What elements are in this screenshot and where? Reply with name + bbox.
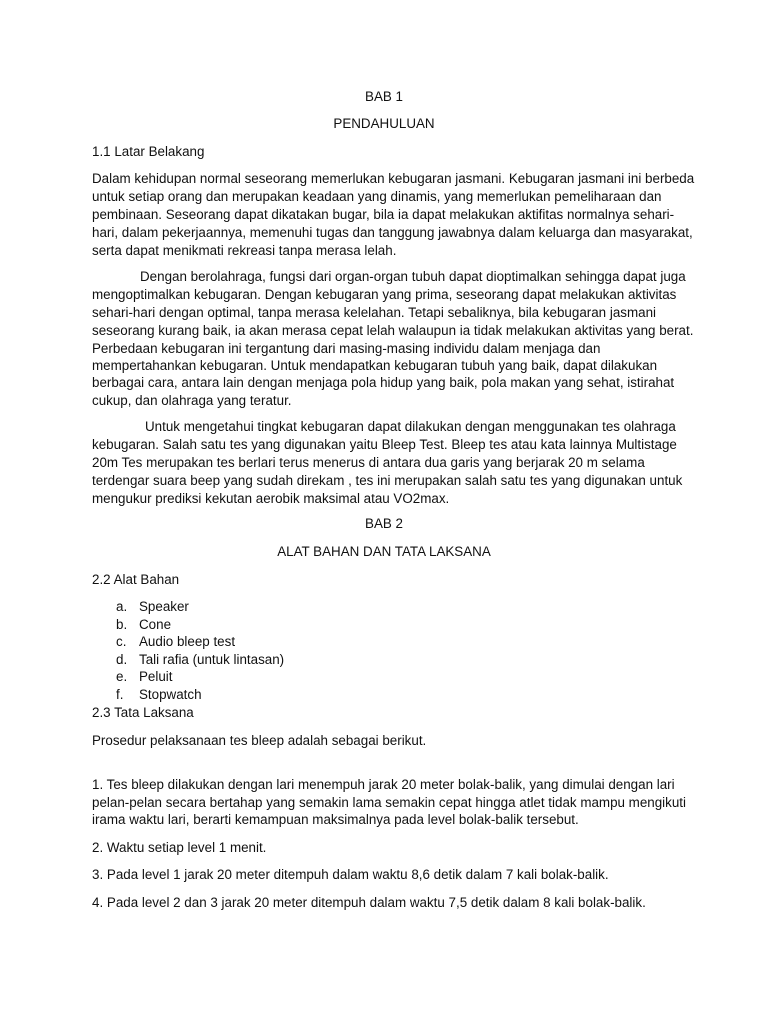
paragraph-line: berbagai cara, antara lain dengan menjaga pola hidup yang baik, pola makan yang sehat, istirahat	[92, 375, 675, 390]
paragraph-line: untuk setiap orang dan merupakan keadaan yang dinamis, yang memerlukan pemeliharaan dan	[92, 189, 662, 204]
list-item: Audio bleep test	[139, 634, 236, 649]
paragraph-line: kebugaran. Salah satu tes yang digunakan yaitu Bleep Test. Bleep tes atau kata lainnya Multistage	[92, 437, 677, 452]
procedure-step-4: 4. Pada level 2 dan 3 jarak 20 meter ditempuh dalam waktu 7,5 detik dalam 8 kali bolak-balik.	[92, 895, 646, 910]
paragraph-line: serta dapat menikmati rekreasi tanpa merasa lelah.	[92, 243, 397, 258]
chapter1-subtitle: PENDAHULUAN	[333, 116, 435, 131]
paragraph-line: Untuk mengetahui tingkat kebugaran dapat dilakukan dengan menggunakan tes olahraga	[145, 419, 676, 434]
procedure-step-2: 2. Waktu setiap level 1 menit.	[92, 840, 267, 855]
paragraph-line: pembinaan. Seseorang dapat dikatakan bugar, bila ia dapat melakukan aktifitas normalnya sehari-	[92, 207, 675, 222]
chapter1-title: BAB 1	[365, 89, 403, 104]
paragraph-line: mempertahankan kebugaran. Untuk mendapatkan kebugaran tubuh yang baik, dapat dilakukan	[92, 358, 658, 373]
paragraph-line: cukup, dan olahraga yang teratur.	[92, 393, 292, 408]
list-item: Tali rafia (untuk lintasan)	[139, 652, 285, 667]
list-item: Peluit	[139, 669, 173, 684]
paragraph-line: pelan-pelan secara bertahap yang semakin lama semakin cepat hingga atlet tidak mampu mengikuti	[92, 795, 686, 810]
list-marker: f.	[116, 687, 124, 702]
list-item: Cone	[139, 617, 172, 632]
paragraph-line: 1. Tes bleep dilakukan dengan lari menempuh jarak 20 meter bolak-balik, yang dimulai dengan lari	[92, 777, 675, 792]
chapter2-title: BAB 2	[365, 516, 403, 531]
paragraph-line: 20m Tes merupakan tes berlari terus menerus di antara dua garis yang berjarak 20 m selama	[92, 455, 645, 470]
paragraph-line: irama waktu lari, berarti kemampuan maksimalnya pada level bolak-balik tersebut.	[92, 812, 579, 827]
paragraph-line: Dalam kehidupan normal seseorang memerlukan kebugaran jasmani. Kebugaran jasmani ini berbeda	[92, 171, 695, 186]
list-marker: c.	[116, 634, 127, 649]
section-alat-bahan: 2.2 Alat Bahan	[92, 572, 180, 587]
procedure-intro: Prosedur pelaksanaan tes bleep adalah sebagai berikut.	[92, 733, 427, 748]
list-marker: a.	[116, 599, 128, 614]
paragraph-line: hari, dalam pekerjaannya, memenuhi tugas dan tanggung jawabnya dalam keluarga dan masyarakat,	[92, 225, 693, 240]
section-tata-laksana: 2.3 Tata Laksana	[92, 705, 194, 720]
paragraph-line: mengoptimalkan kebugaran. Dengan kebugaran yang prima, seseorang dapat melakukan aktivitas	[92, 287, 677, 302]
list-item: Stopwatch	[139, 687, 202, 702]
list-marker: e.	[116, 669, 128, 684]
list-marker: d.	[116, 652, 128, 667]
procedure-step-3: 3. Pada level 1 jarak 20 meter ditempuh dalam waktu 8,6 detik dalam 7 kali bolak-balik.	[92, 867, 609, 882]
chapter2-subtitle: ALAT BAHAN DAN TATA LAKSANA	[277, 544, 491, 559]
section-latar-belakang: 1.1 Latar Belakang	[92, 144, 205, 159]
paragraph-line: mengukur prediksi kekutan aerobik maksimal atau VO2max.	[92, 491, 450, 506]
paragraph-line: seseorang kurang baik, ia akan merasa cepat lelah walaupun ia tidak melakukan aktivitas yang berat.	[92, 323, 694, 338]
list-item: Speaker	[139, 599, 189, 614]
list-marker: b.	[116, 617, 128, 632]
paragraph-line: terdengar suara beep yang sudah direkam , tes ini merupakan salah satu tes yang digunakan untuk	[92, 473, 683, 488]
paragraph-line: Dengan berolahraga, fungsi dari organ-organ tubuh dapat dioptimalkan sehingga dapat juga	[140, 269, 686, 284]
paragraph-line: sehari-hari dengan optimal, tanpa merasa kelelahan. Tetapi sebaliknya, bila kebugaran jasmani	[92, 305, 656, 320]
paragraph-line: Perbedaan kebugaran ini tergantung dari masing-masing individu dalam menjaga dan	[92, 341, 601, 356]
